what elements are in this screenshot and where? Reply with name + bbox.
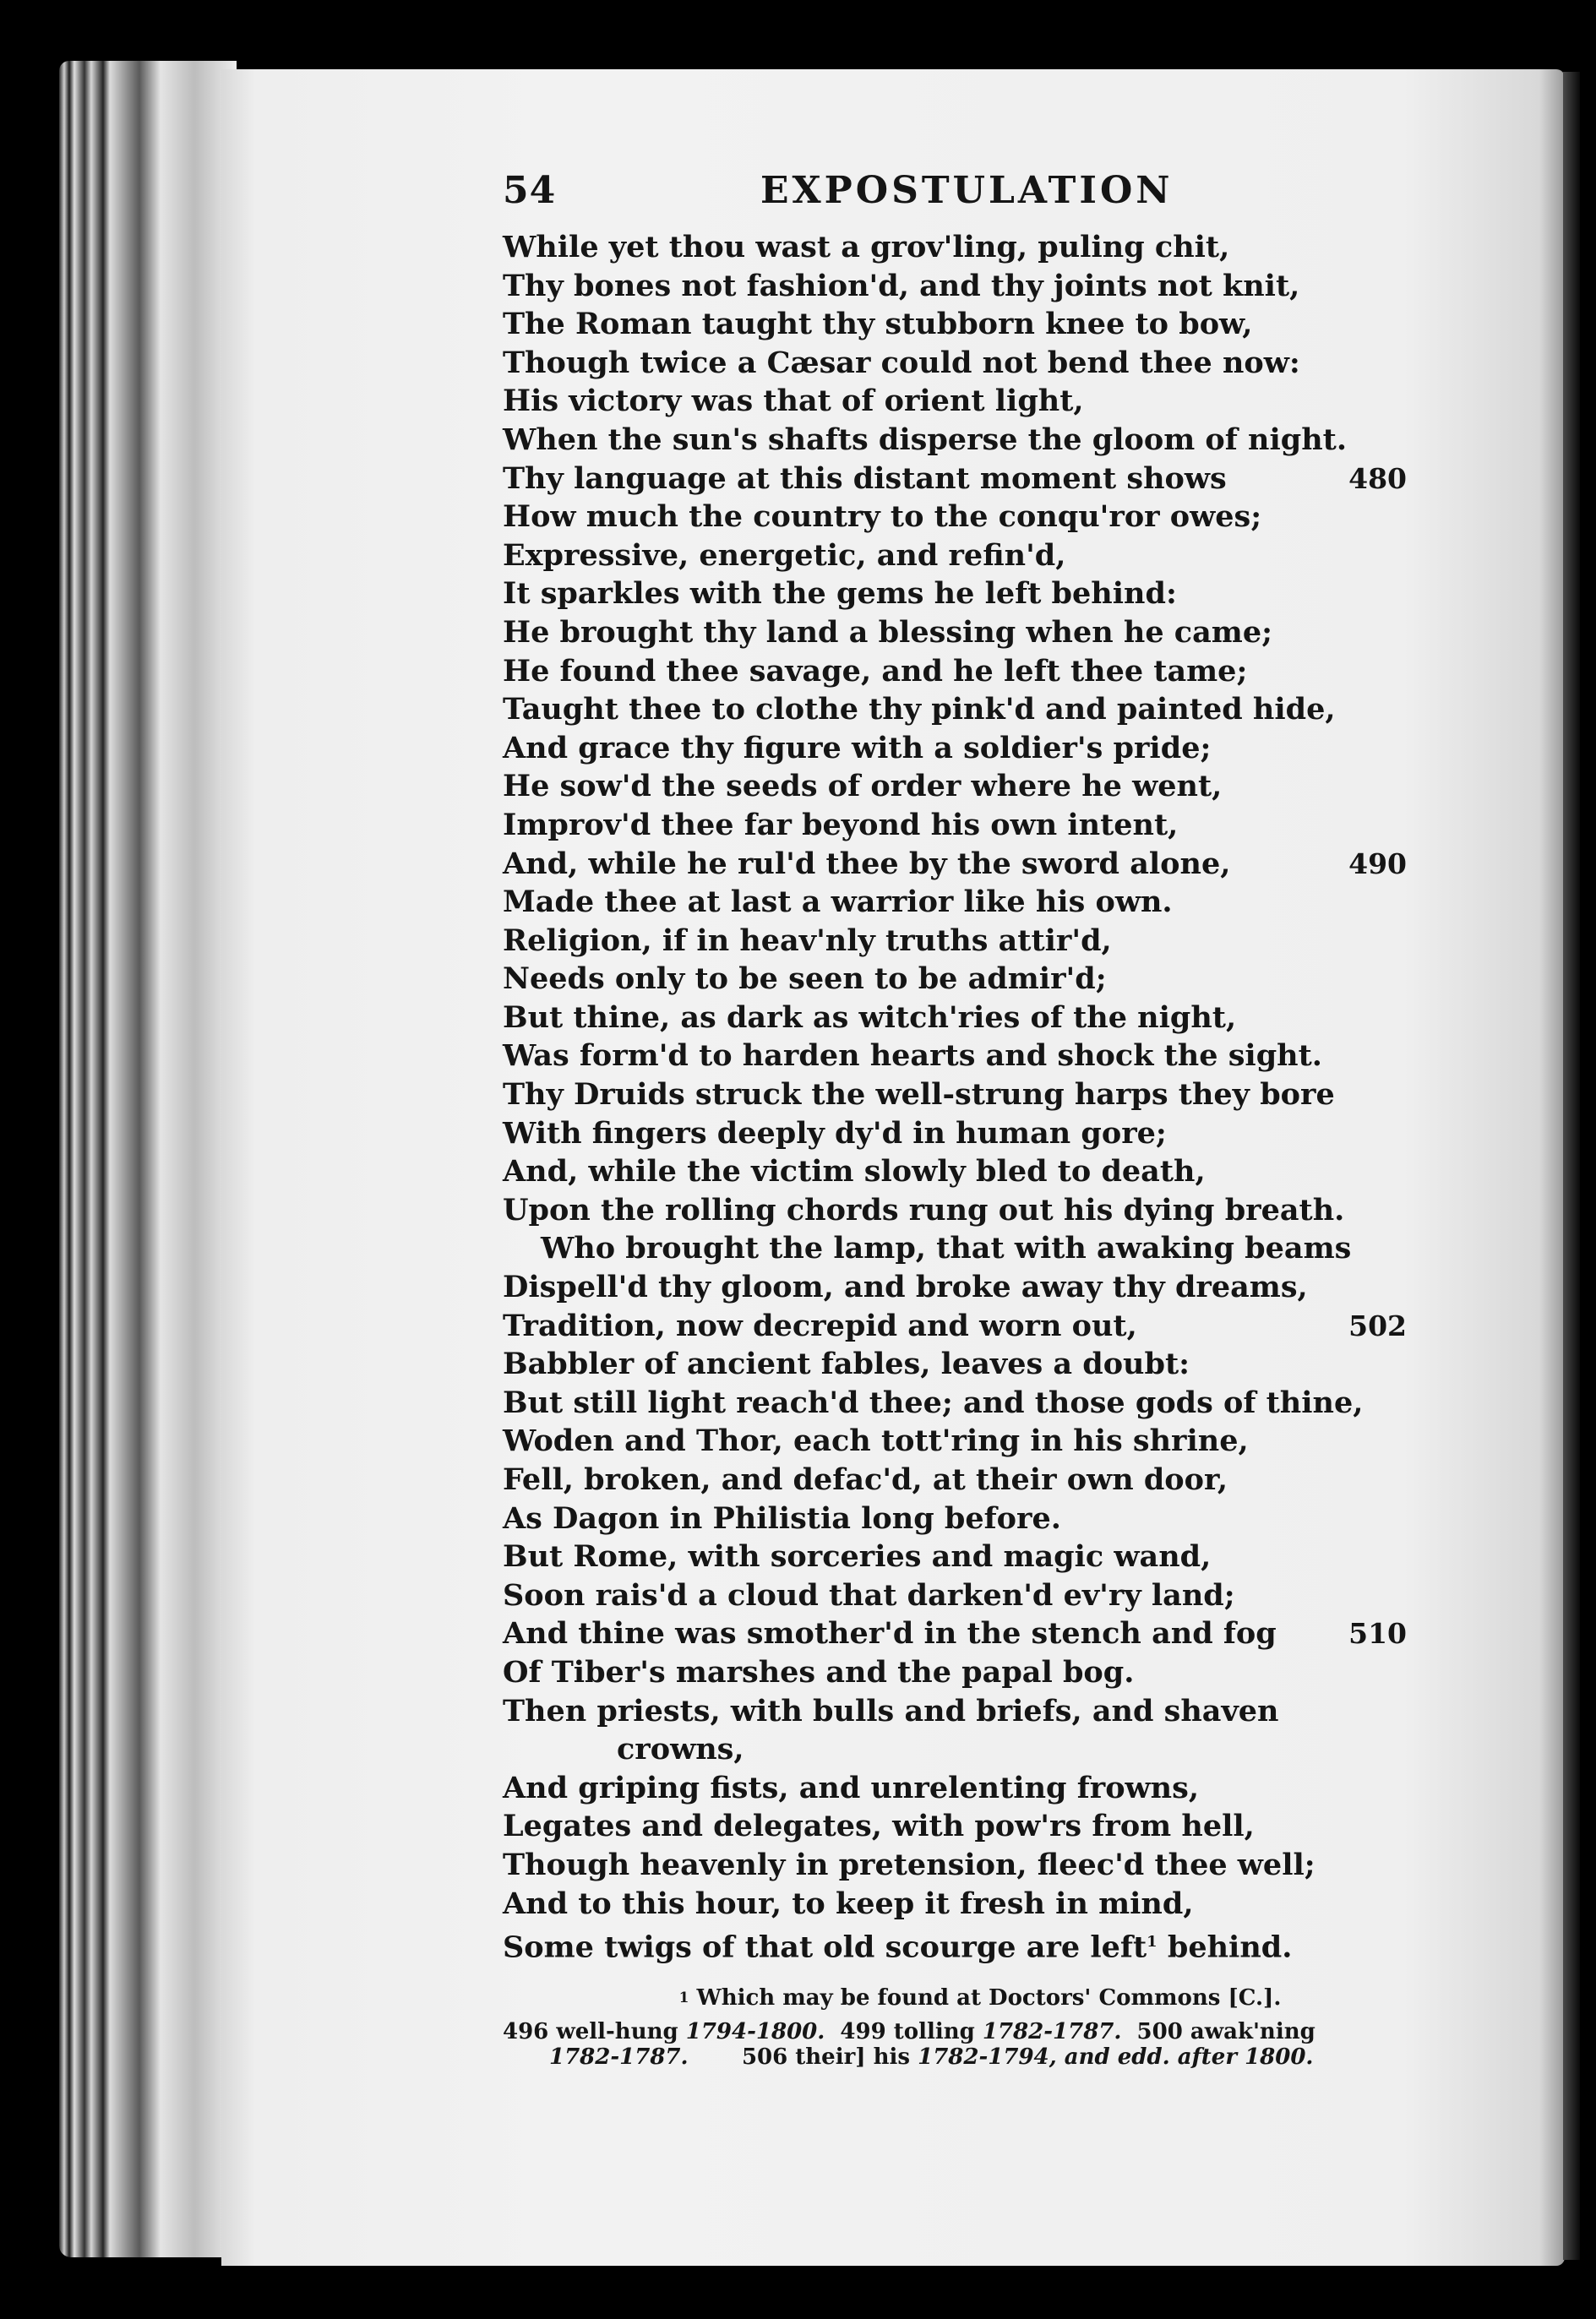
poem-line-text: Expressive, energetic, and refin'd, — [503, 537, 1066, 573]
variant-edition-dates: 1782-1787. — [549, 2044, 689, 2070]
poem-line — [503, 421, 1424, 460]
poem-line — [503, 1152, 1424, 1191]
poem-line — [503, 1923, 1424, 1965]
poem-line-text: And grace thy figure with a soldier's pride; — [503, 730, 1212, 765]
poem-line — [503, 1037, 1424, 1075]
poem-line — [503, 960, 1424, 999]
poem-line — [503, 1614, 1424, 1653]
variant-text: 496 well-hung — [503, 2018, 686, 2044]
poem-line — [503, 536, 1424, 575]
poem-line-text: Then priests, with bulls and briefs, and shaven — [503, 1693, 1279, 1728]
poem-line-text: Tradition, now decrepid and worn out, — [503, 1308, 1137, 1343]
footnote-reference: 1 — [1147, 1933, 1158, 1952]
poem-line-text: And griping fists, and unrelenting frowns, — [503, 1770, 1200, 1805]
page-number: 54 — [503, 169, 557, 212]
poem-line-text: Though heavenly in pretension, fleec'd thee well; — [503, 1847, 1315, 1882]
variant-edition-dates: 1782-1787. — [982, 2018, 1122, 2044]
poem-line — [503, 1769, 1424, 1808]
variant-readings-line-2 — [503, 2044, 1424, 2070]
poem-line-text: Upon the rolling chords rung out his dying breath. — [503, 1192, 1345, 1228]
poem-line — [503, 922, 1424, 961]
poem-line-text: Legates and delegates, with pow'rs from hell, — [503, 1809, 1255, 1844]
variant-edition-dates: 1794-1800. — [685, 2018, 825, 2044]
poem-line-text: Some twigs of that old scourge are left — [503, 1930, 1147, 1965]
poem-line — [503, 228, 1424, 267]
variant-readings-line-1 — [503, 2019, 1424, 2044]
poem-line-text: Was form'd to harden hearts and shock the sight. — [503, 1038, 1322, 1074]
poem-line — [503, 305, 1424, 344]
poem-line-text: Who brought the lamp, that with awaking beams — [541, 1231, 1352, 1266]
poem-line-text: And to this hour, to keep it fresh in mind, — [503, 1886, 1194, 1921]
poem-line-text: He sow'd the seeds of order where he went, — [503, 769, 1223, 804]
poem-line-text: It sparkles with the gems he left behind: — [503, 576, 1177, 612]
poem-line — [503, 1846, 1424, 1885]
poem-line — [503, 767, 1424, 806]
poem-line-text: He found thee savage, and he left thee tame; — [503, 653, 1248, 689]
poem-line — [503, 1538, 1424, 1576]
poem-line — [503, 1885, 1424, 1924]
poem-line — [503, 1730, 1424, 1769]
poem-line-text: While yet thou wast a grov'ling, puling chit, — [503, 230, 1230, 264]
poem-line-text: And, while the victim slowly bled to death, — [503, 1154, 1206, 1189]
poem-line — [503, 652, 1424, 691]
poem-line-text: Thy language at this distant moment shows — [503, 460, 1227, 496]
poem-line — [503, 1307, 1424, 1346]
poem-line-text: Thy Druids struck the well-strung harps they bore — [503, 1077, 1335, 1113]
running-header — [503, 152, 1424, 211]
poem-line — [503, 574, 1424, 613]
poem-line-text: Though twice a Cæsar could not bend thee now: — [503, 345, 1300, 380]
poem-line — [503, 1229, 1424, 1268]
poem-line — [503, 1268, 1424, 1307]
poem-line — [503, 498, 1424, 536]
line-number: 502 — [1348, 1309, 1407, 1342]
poem-line — [503, 267, 1424, 306]
poem-line — [503, 1075, 1424, 1114]
poem-line-text: Needs only to be seen to be admir'd; — [503, 961, 1107, 997]
notes-section — [503, 1985, 1424, 2070]
line-number: 490 — [1348, 846, 1407, 880]
poem-line-text: How much the country to the conqu'ror owes; — [503, 499, 1262, 535]
poem-line-text: Fell, broken, and defac'd, at their own door, — [503, 1462, 1228, 1497]
poem-line-text: As Dagon in Philistia long before. — [503, 1500, 1061, 1536]
poem-line — [503, 1345, 1424, 1384]
poem-line-text: But still light reach'd thee; and those gods of thine, — [503, 1385, 1364, 1420]
poem-line — [503, 613, 1424, 652]
book-page-edges — [59, 61, 237, 2257]
poem-line — [503, 382, 1424, 421]
poem-line-text: Soon rais'd a cloud that darken'd ev'ry land; — [503, 1577, 1235, 1613]
variant-text: 506 their] his — [688, 2044, 918, 2070]
poem-line — [503, 1653, 1424, 1692]
poem-line — [503, 344, 1424, 383]
poem-line-text: Improv'd thee far beyond his own intent, — [503, 807, 1179, 842]
book-right-edge — [1563, 72, 1580, 2260]
poem-line-text: Babbler of ancient fables, leaves a doubt: — [503, 1347, 1190, 1382]
page-content — [503, 152, 1424, 2070]
footnote — [503, 1985, 1424, 2011]
footnote-text: Which may be found at Doctors' Commons [C.]. — [696, 1984, 1282, 2011]
poem-line-text: Thy bones not fashion'd, and thy joints not knit, — [503, 268, 1300, 303]
poem-line-text: But Rome, with sorceries and magic wand, — [503, 1539, 1212, 1575]
poem-line-text: When the sun's shafts disperse the gloom of night. — [503, 422, 1348, 457]
poem-line — [503, 999, 1424, 1037]
poem-line-text: His victory was that of orient light, — [503, 384, 1084, 419]
poem-line-text: And thine was smother'd in the stench and fog — [503, 1616, 1277, 1652]
poem-line — [503, 1461, 1424, 1500]
poem-line-text: Made thee at last a warrior like his own. — [503, 885, 1173, 920]
line-number: 510 — [1348, 1617, 1407, 1651]
variant-edition-dates: 1782-1794, and edd. after 1800. — [918, 2044, 1314, 2070]
poem-line-text: Of Tiber's marshes and the papal bog. — [503, 1654, 1135, 1690]
poem-line-text: crowns, — [617, 1732, 744, 1767]
footnote-mark: 1 — [678, 1989, 689, 2006]
poem-text — [503, 228, 1424, 1965]
poem-line-text-continued: behind. — [1157, 1930, 1293, 1965]
poem-line-text: The Roman taught thy stubborn knee to bow, — [503, 307, 1253, 342]
poem-line-text: But thine, as dark as witch'ries of the night, — [503, 999, 1237, 1035]
variant-text: 500 awak'ning — [1121, 2018, 1315, 2044]
poem-line — [503, 1191, 1424, 1230]
running-title: EXPOSTULATION — [760, 169, 1174, 212]
poem-line — [503, 1500, 1424, 1538]
poem-line-text: He brought thy land a blessing when he came; — [503, 614, 1273, 650]
poem-line — [503, 1576, 1424, 1615]
poem-line — [503, 1422, 1424, 1461]
variant-text: 499 tolling — [825, 2018, 983, 2044]
poem-line — [503, 1807, 1424, 1846]
poem-line — [503, 460, 1424, 498]
poem-line — [503, 806, 1424, 845]
poem-line-text: And, while he rul'd thee by the sword alone, — [503, 846, 1231, 881]
poem-line-text: With fingers deeply dy'd in human gore; — [503, 1115, 1167, 1151]
poem-line — [503, 883, 1424, 922]
poem-line — [503, 845, 1424, 884]
poem-line-text: Dispell'd thy gloom, and broke away thy dreams, — [503, 1270, 1308, 1305]
poem-line-text: Religion, if in heav'nly truths attir'd, — [503, 923, 1112, 958]
poem-line — [503, 690, 1424, 729]
poem-line-text: Taught thee to clothe thy pink'd and painted hide, — [503, 692, 1336, 727]
poem-line — [503, 1692, 1424, 1731]
poem-line — [503, 1384, 1424, 1423]
poem-line-text: Woden and Thor, each tott'ring in his shrine, — [503, 1424, 1249, 1459]
poem-line — [503, 1114, 1424, 1153]
line-number: 480 — [1348, 461, 1407, 495]
poem-line — [503, 729, 1424, 768]
